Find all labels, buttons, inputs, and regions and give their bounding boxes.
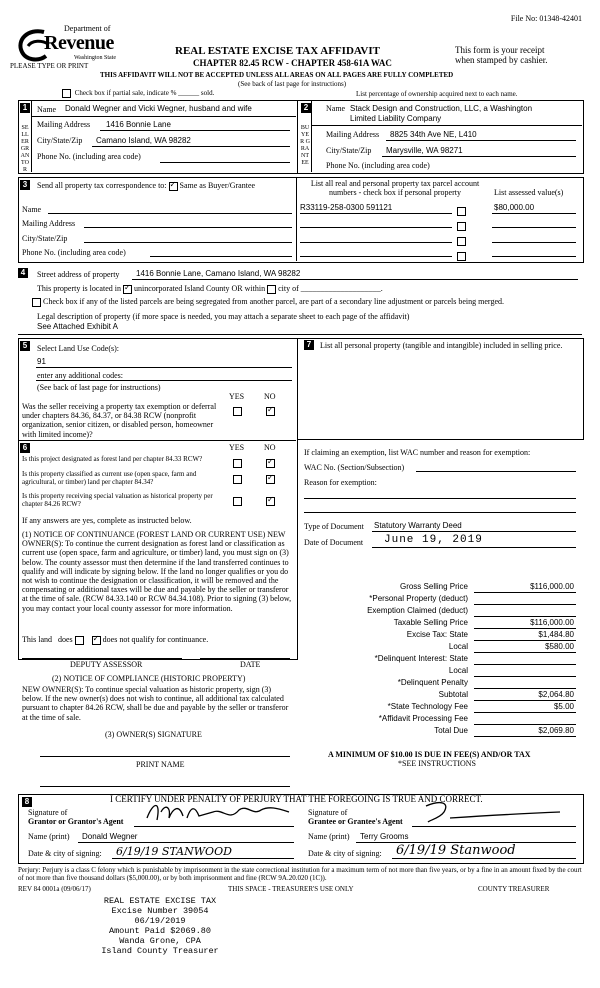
stamp-line: Excise Number 39054 bbox=[111, 906, 209, 916]
forest-yes-checkbox[interactable] bbox=[233, 459, 242, 468]
land-use-label: Select Land Use Code(s): bbox=[37, 344, 119, 353]
fee-label: Total Due bbox=[434, 726, 468, 735]
seller-address[interactable]: 1416 Bonnie Lane bbox=[106, 120, 171, 129]
send-correspondence: Send all property tax correspondence to:✓ Same as Buyer/Grantee bbox=[37, 181, 255, 191]
s3-address-label: Mailing Address bbox=[22, 219, 76, 228]
fee-label: Taxable Selling Price bbox=[393, 618, 468, 627]
legal-description[interactable]: See Attached Exhibit A bbox=[37, 322, 118, 331]
treasurer-stamp bbox=[80, 896, 240, 956]
s5-no-label: NO bbox=[264, 392, 276, 401]
segregated-line: Check box if any of the listed parcels are being segregated from another parcel, are part of a secondary line adjustment or parcels being merged. bbox=[30, 297, 504, 307]
s6-q2: Is this property classified as current use (open space, farm and agricultural, or timber) land per chapter 84.34? bbox=[22, 470, 197, 487]
notice-compliance: (2) NOTICE OF COMPLIANCE (HISTORIC PROPERTY) bbox=[52, 674, 246, 683]
forest-no-checkbox[interactable] bbox=[266, 459, 275, 468]
stamp-line: REAL ESTATE EXCISE TAX bbox=[103, 896, 217, 906]
see-instructions: *SEE INSTRUCTIONS bbox=[398, 759, 477, 768]
form-title: REAL ESTATE EXCISE TAX AFFIDAVIT bbox=[175, 45, 380, 57]
parcel-1-checkbox[interactable] bbox=[457, 207, 466, 216]
grantee-date-label: Date & city of signing: bbox=[308, 849, 382, 858]
doc-type-label: Type of Document bbox=[304, 522, 364, 531]
s6-q1: Is this project designated as forest land per chapter 84.33 RCW? bbox=[22, 455, 203, 463]
notice-compliance-text: NEW OWNER(S): To continue special valuation as historic property, sign (3) below. If the new owner(s) does not wish to continue, all additional tax calculated pursuant to chapter 84.26 RCW, shall be due and payable by the seller or transferor at the time of sale. bbox=[22, 685, 289, 722]
fee-underline bbox=[474, 736, 576, 737]
file-number: File No: 01348-42401 bbox=[510, 14, 582, 23]
fee-label: Local bbox=[448, 642, 468, 651]
buyer-phone-label: Phone No. (including area code) bbox=[326, 161, 430, 170]
exemption-label: If claiming an exemption, list WAC number and reason for exemption: bbox=[304, 448, 531, 457]
seller-phone-label: Phone No. (including area code) bbox=[37, 152, 141, 161]
parcel-header: List all real and personal property tax parcel account numbers - check box if personal property bbox=[310, 179, 480, 198]
does-qualify-checkbox[interactable] bbox=[75, 636, 84, 645]
grantee-date-city[interactable]: 6/19/19 Stanwood bbox=[396, 843, 516, 858]
s6-yes-label: YES bbox=[229, 443, 245, 452]
s3-phone-label: Phone No. (including area code) bbox=[22, 248, 126, 257]
buyer-name-2[interactable]: Limited Liability Company bbox=[350, 114, 442, 123]
fee-underline bbox=[474, 640, 576, 641]
additional-codes-label: enter any additional codes: bbox=[37, 371, 123, 380]
logo-word: Revenue bbox=[44, 32, 114, 54]
fee-value[interactable]: $580.00 bbox=[545, 642, 574, 651]
fee-underline bbox=[474, 592, 576, 593]
s3-city-label: City/State/Zip bbox=[22, 234, 68, 243]
form-subtitle: CHAPTER 82.45 RCW - CHAPTER 458-61A WAC bbox=[193, 58, 392, 68]
reason-label: Reason for exemption: bbox=[304, 478, 377, 487]
buyer-name[interactable]: Stack Design and Construction, LLC, a Washington bbox=[350, 104, 533, 113]
located-line: This property is located in✓ unincorporated Island County OR within city of ____________________. bbox=[37, 284, 383, 294]
parcel-2-checkbox[interactable] bbox=[457, 222, 466, 231]
current-use-no-checkbox[interactable] bbox=[266, 475, 275, 484]
seller-grantor-label: SELLER GRANTOR bbox=[20, 125, 30, 173]
grantee-name-label: Name (print) bbox=[308, 832, 350, 841]
fee-label: Gross Selling Price bbox=[399, 582, 468, 591]
parcel-4-checkbox[interactable] bbox=[457, 252, 466, 261]
section-7 bbox=[297, 338, 584, 440]
wac-label: WAC No. (Section/Subsection) bbox=[304, 463, 405, 472]
assessed-value[interactable]: $80,000.00 bbox=[494, 203, 535, 212]
fee-underline bbox=[474, 676, 576, 677]
partial-sale-line: Check box if partial sale, indicate % ______ sold. bbox=[60, 89, 214, 98]
assessor-date-label: DATE bbox=[240, 660, 261, 669]
seller-city[interactable]: Camano Island, WA 98282 bbox=[96, 136, 191, 145]
certify-statement: I CERTIFY UNDER PENALTY OF PERJURY THAT THE FOREGOING IS TRUE AND CORRECT. bbox=[110, 794, 483, 804]
fee-underline bbox=[474, 628, 576, 629]
print-name-label: PRINT NAME bbox=[136, 760, 185, 769]
stamp-line: Amount Paid $2069.80 bbox=[108, 926, 212, 936]
s5-question: Was the seller receiving a property tax exemption or deferral under chapters 84.36, 84.37, or 84.38 RCW (nonprofit organization, senior citizen, or disabled person, homeowner with limited income)? bbox=[22, 402, 217, 439]
s6-q3: Is this property receiving special valuation as historical property per chapter 84.26 RCW? bbox=[22, 492, 213, 509]
seller-city-label: City/State/Zip bbox=[37, 136, 83, 145]
owner-signature-label: (3) OWNER(S) SIGNATURE bbox=[105, 730, 202, 739]
grantor-date-label: Date & city of signing: bbox=[28, 849, 102, 858]
perjury-notice: Perjury: Perjury is a class C felony which is punishable by imprisonment in the state correctional institution for a maximum term of not more than five years, or by a fine in an amount fixed by the court of not more than five thousand dollars ($5,000.00), or by both imprisonment and fine (RCW 9A.20.020 (1C)). bbox=[18, 866, 582, 883]
stamp-line: Island County Treasurer bbox=[101, 946, 219, 956]
buyer-grantee-label: BUYER GRANTEE bbox=[300, 125, 310, 166]
s5-see-back: (See back of last page for instructions) bbox=[37, 383, 161, 392]
fee-label: *Delinquent Penalty bbox=[397, 678, 468, 687]
receipt-note: This form is your receipt when stamped by cashier. bbox=[455, 45, 548, 66]
seller-address-label: Mailing Address bbox=[37, 120, 91, 129]
fee-underline bbox=[474, 700, 576, 701]
historic-no-checkbox[interactable] bbox=[266, 497, 275, 506]
fee-value[interactable]: $116,000.00 bbox=[530, 582, 574, 591]
buyer-name-label: Name bbox=[326, 104, 346, 113]
fee-underline bbox=[474, 652, 576, 653]
fee-label: Exemption Claimed (deduct) bbox=[367, 606, 468, 615]
buyer-address-label: Mailing Address bbox=[326, 130, 380, 139]
buyer-city-label: City/State/Zip bbox=[326, 146, 372, 155]
section-5-number: 5 bbox=[20, 341, 30, 351]
s5-exempt-yes-checkbox[interactable] bbox=[233, 407, 242, 416]
fee-label: Excise Tax: State bbox=[406, 630, 468, 639]
unincorporated-checkbox[interactable] bbox=[123, 285, 132, 294]
fee-label: *State Technology Fee bbox=[387, 702, 468, 711]
fee-underline bbox=[474, 616, 576, 617]
grantor-name[interactable]: Donald Wegner bbox=[82, 832, 138, 841]
fee-underline bbox=[474, 724, 576, 725]
fee-label: Subtotal bbox=[438, 690, 468, 699]
partial-sale-checkbox[interactable] bbox=[62, 89, 71, 98]
section-2-number: 2 bbox=[301, 103, 311, 113]
section-8-number: 8 bbox=[22, 797, 32, 807]
grantee-name[interactable]: Terry Grooms bbox=[360, 832, 409, 841]
section-1-number: 1 bbox=[20, 103, 30, 113]
fee-underline bbox=[474, 604, 576, 605]
fee-label: Local bbox=[448, 666, 468, 675]
county-treasurer: COUNTY TREASURER bbox=[478, 885, 550, 893]
seller-name[interactable]: Donald Wegner and Vicki Wegner, husband and wife bbox=[65, 104, 252, 113]
buyer-city[interactable]: Marysville, WA 98271 bbox=[386, 146, 463, 155]
section-4-number: 4 bbox=[18, 268, 28, 278]
street-label: Street address of property bbox=[37, 270, 120, 279]
doc-date[interactable]: June 19, 2019 bbox=[384, 534, 483, 546]
does-not-qualify-checkbox[interactable] bbox=[92, 636, 101, 645]
fee-value[interactable]: $2,064.80 bbox=[538, 690, 574, 699]
personal-property-label: List all personal property (tangible and intangible) included in selling price. bbox=[320, 341, 563, 350]
notice-continuance: (1) NOTICE OF CONTINUANCE (FOREST LAND OR CURRENT USE) NEW OWNER(S): To continue the current designation as forest land or classification as current use (open space, farm and agriculture, or timber) land, you must sign on (3) below. The county assessor must then determine if the land transferred continues to qualify and will indicate by signing below. If the land no longer qualifies or you do not wish to continue the designation or classification, it will be removed and the compensating or additional taxes will be due and payable by the seller or transferor at the time of sale. (RCW 84.33.140 or RCW 84.34.108). Prior to signing (3) below, you may contact your local county assessor for more information. bbox=[22, 530, 292, 613]
s3-name-label: Name bbox=[22, 205, 42, 214]
section-6-number: 6 bbox=[20, 443, 30, 453]
logo-state: Washington State bbox=[74, 55, 117, 61]
historic-yes-checkbox[interactable] bbox=[233, 497, 242, 506]
current-use-yes-checkbox[interactable] bbox=[233, 475, 242, 484]
fee-label: *Personal Property (deduct) bbox=[369, 594, 468, 603]
seller-name-label: Name bbox=[37, 105, 57, 114]
section-7-number: 7 bbox=[304, 340, 314, 350]
logo-dept: Department of bbox=[64, 24, 111, 33]
fee-label: *Affidavit Processing Fee bbox=[378, 714, 468, 723]
same-as-buyer-checkbox[interactable] bbox=[169, 182, 178, 191]
grantee-sig-label: Signature of Grantee or Grantee's Agent bbox=[308, 808, 403, 827]
stamp-line: 06/19/2019 bbox=[134, 916, 186, 926]
s6-if-yes: If any answers are yes, complete as instructed below. bbox=[22, 516, 192, 525]
fee-underline bbox=[474, 688, 576, 689]
section-3-number: 3 bbox=[20, 180, 30, 190]
grantor-sig-label: Signature of Grantor or Grantor's Agent bbox=[28, 808, 124, 827]
s6-no-label: NO bbox=[264, 443, 276, 452]
deputy-assessor-label: DEPUTY ASSESSOR bbox=[70, 660, 143, 669]
stamp-line: Wanda Grone, CPA bbox=[119, 936, 201, 946]
fee-underline bbox=[474, 664, 576, 665]
parcel-3-checkbox[interactable] bbox=[457, 237, 466, 246]
grantor-date-city[interactable]: 6/19/19 STANWOOD bbox=[116, 845, 232, 858]
please-type: PLEASE TYPE OR PRINT bbox=[10, 62, 89, 70]
fee-label: *Delinquent Interest: State bbox=[374, 654, 468, 663]
city-of-checkbox[interactable] bbox=[267, 285, 276, 294]
minimum-notice: A MINIMUM OF $10.00 IS DUE IN FEE(S) AND/OR TAX bbox=[328, 750, 531, 759]
s5-exempt-no-checkbox[interactable] bbox=[266, 407, 275, 416]
treasurer-space: THIS SPACE - TREASURER'S USE ONLY bbox=[228, 885, 354, 893]
s5-yes-label: YES bbox=[229, 392, 245, 401]
doc-date-label: Date of Document bbox=[304, 538, 364, 547]
buyer-address[interactable]: 8825 34th Ave NE, L410 bbox=[390, 130, 477, 139]
legal-description-label: Legal description of property (if more space is needed, you may attach a separate sheet to each page of the affidavit) bbox=[37, 312, 410, 321]
fee-value[interactable]: $2,069.80 bbox=[538, 726, 574, 735]
doc-type[interactable]: Statutory Warranty Deed bbox=[374, 521, 462, 530]
this-land-line: This land does ✓ does not qualify for continuance. bbox=[22, 635, 208, 645]
fee-value[interactable]: $116,000.00 bbox=[530, 618, 574, 627]
see-back-note: (See back of last page for instructions) bbox=[238, 80, 347, 88]
street-address[interactable]: 1416 Bonnie Lane, Camano Island, WA 98282 bbox=[136, 269, 301, 278]
assessed-header: List assessed value(s) bbox=[494, 188, 564, 197]
fee-value[interactable]: $1,484.80 bbox=[538, 630, 574, 639]
fee-underline bbox=[474, 712, 576, 713]
fee-value[interactable]: $5.00 bbox=[553, 702, 574, 711]
segregated-checkbox[interactable] bbox=[32, 298, 41, 307]
form-warning: THIS AFFIDAVIT WILL NOT BE ACCEPTED UNLESS ALL AREAS ON ALL PAGES ARE FULLY COMPLETED bbox=[100, 71, 454, 79]
list-percentage: List percentage of ownership acquired next to each name. bbox=[356, 90, 518, 98]
land-use-code[interactable]: 91 bbox=[37, 357, 46, 366]
parcel-number[interactable]: R33119-258-0300 591121 bbox=[300, 203, 393, 212]
rev-number: REV 84 0001a (09/06/17) bbox=[18, 885, 91, 893]
grantor-name-label: Name (print) bbox=[28, 832, 70, 841]
